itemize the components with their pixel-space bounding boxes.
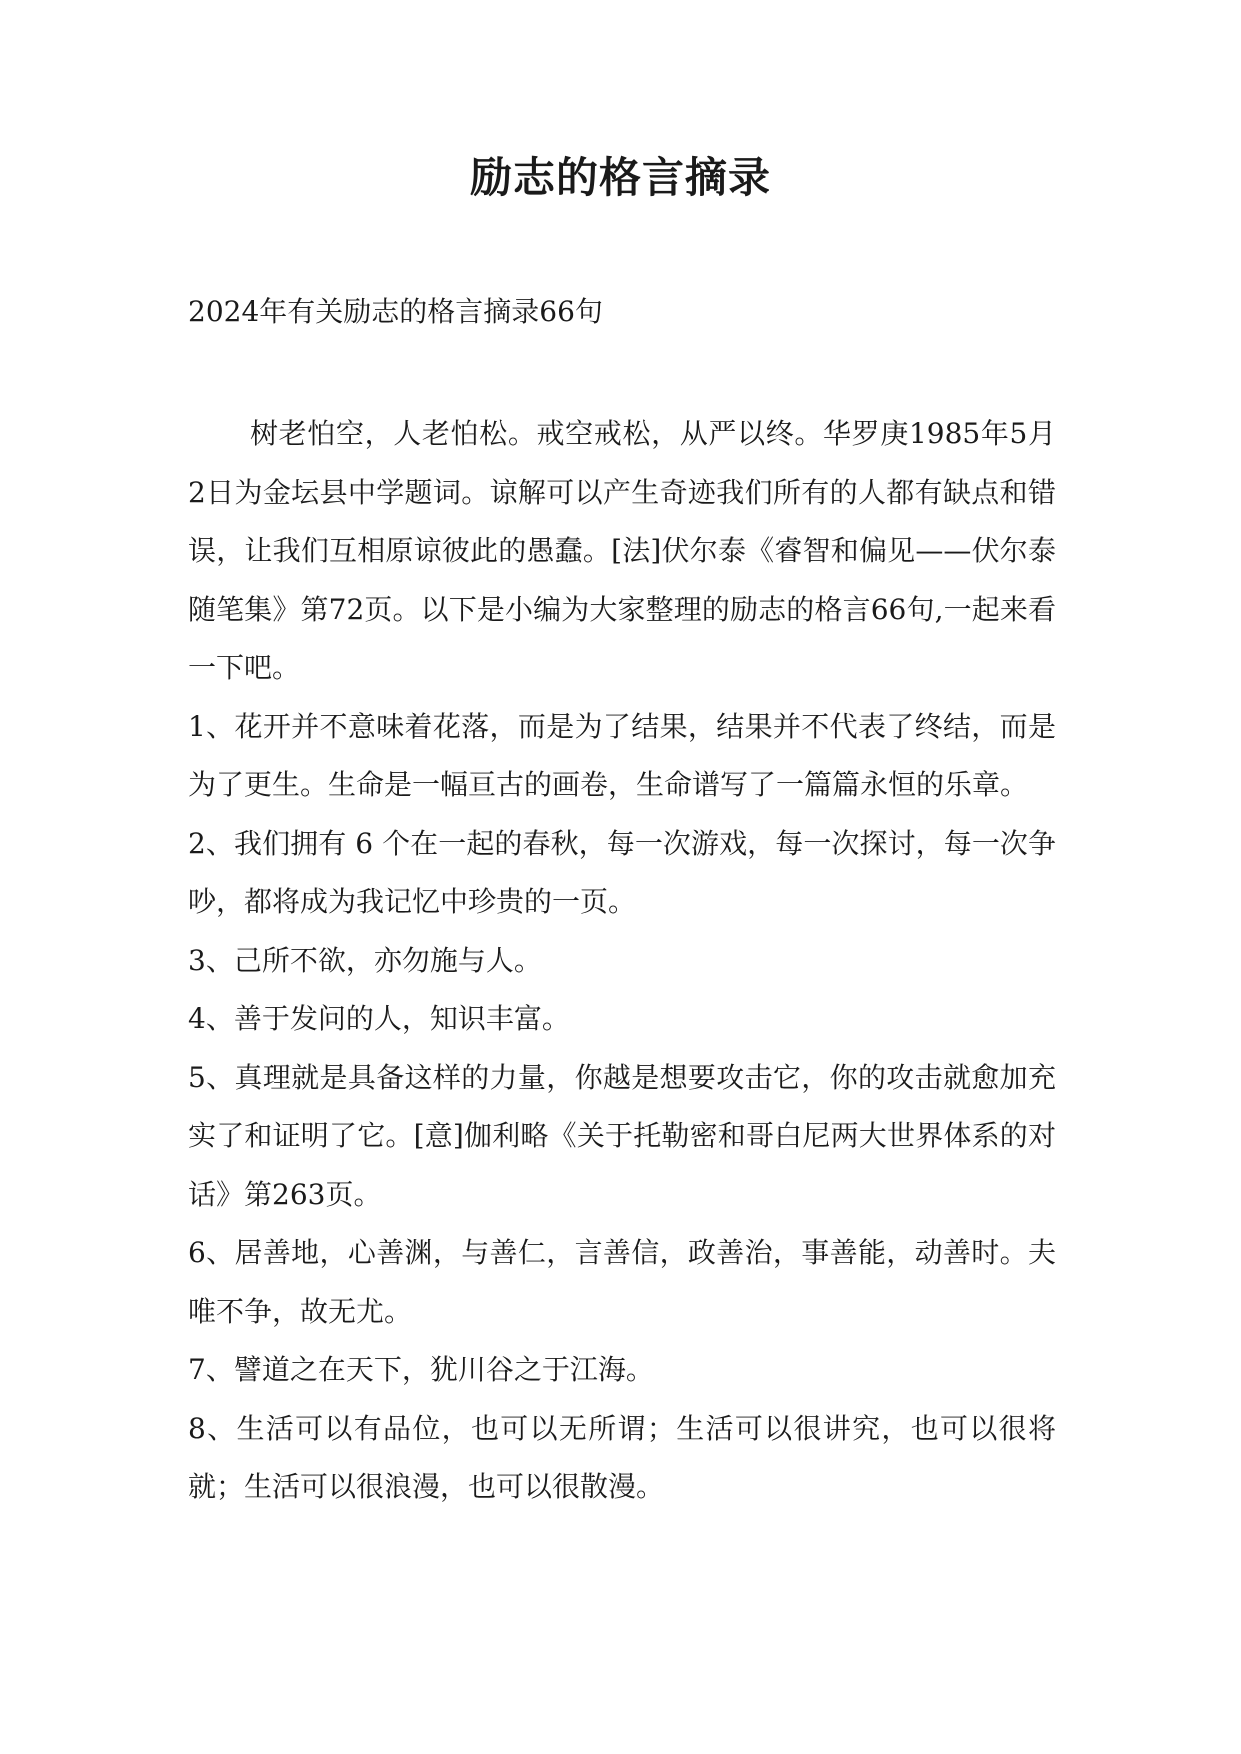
quote-item-8: 8、生活可以有品位，也可以无所谓；生活可以很讲究，也可以很将就；生活可以很浪漫，也可以很散漫。 bbox=[188, 1411, 1056, 1503]
quote-item-5: 5、真理就是具备这样的力量，你越是想要攻击它，你的攻击就愈加充实了和证明了它。[意]伽利略《关于托勒密和哥白尼两大世界体系的对话》第263页。 bbox=[188, 1060, 1056, 1211]
quote-item-6: 6、居善地，心善渊，与善仁，言善信，政善治，事善能，动善时。夫唯不争，故无尤。 bbox=[188, 1236, 1056, 1328]
quote-item-3: 3、己所不欲，亦勿施与人。 bbox=[188, 943, 542, 977]
document-title: 励志的格言摘录 bbox=[469, 153, 771, 202]
document-body bbox=[188, 405, 1056, 1517]
document-subtitle: 2024年有关励志的格言摘录66句 bbox=[188, 295, 603, 328]
intro-paragraph: 树老怕空，人老怕松。戒空戒松，从严以终。华罗庚1985年5月2日为金坛县中学题词。谅解可以产生奇迹我们所有的人都有缺点和错误，让我们互相原谅彼此的愚蠢。[法]伏尔泰《睿智和偏见——伏尔泰随笔集》第72页。以下是小编为大家整理的励志的格言66句,一起来看一下吧。 bbox=[188, 417, 1056, 684]
quote-item-1: 1、花开并不意味着花落，而是为了结果，结果并不代表了终结，而是为了更生。生命是一幅亘古的画卷，生命谱写了一篇篇永恒的乐章。 bbox=[188, 709, 1056, 801]
quote-item-7: 7、譬道之在天下，犹川谷之于江海。 bbox=[188, 1353, 654, 1386]
quote-item-2: 2、我们拥有 6 个在一起的春秋，每一次游戏，每一次探讨，每一次争吵，都将成为我记忆中珍贵的一页。 bbox=[188, 826, 1056, 918]
quote-item-4: 4、善于发问的人，知识丰富。 bbox=[188, 1002, 570, 1035]
